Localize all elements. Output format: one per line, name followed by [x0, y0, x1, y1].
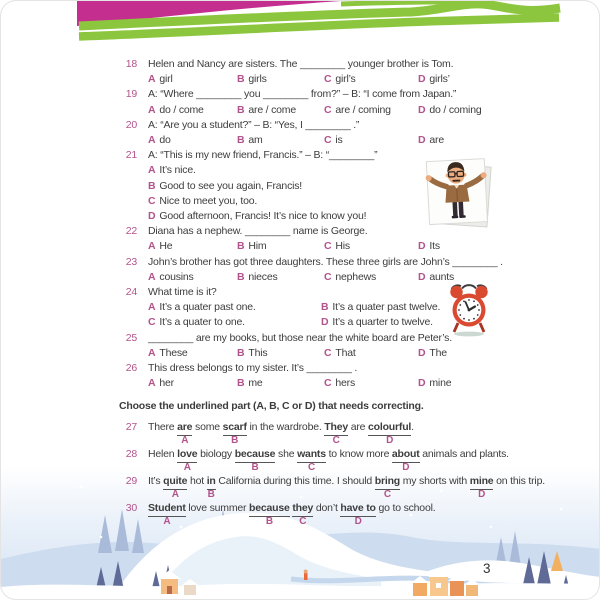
- option-letter: A: [148, 240, 156, 253]
- question-text: A: “Are you a student?” – B: “Yes, I ________ .”: [148, 118, 360, 131]
- correction-item: [119, 447, 557, 474]
- answer-options: [148, 376, 557, 391]
- underlined-part: in B: [206, 475, 216, 501]
- option-letter: C: [148, 316, 156, 329]
- option-letter: B: [237, 377, 245, 390]
- question-text: This dress belongs to my sister. It’s ________ .: [148, 362, 358, 375]
- part-letter: A: [171, 489, 179, 501]
- answer-option: [324, 239, 418, 254]
- answer-options: [148, 72, 557, 87]
- answer-option: [148, 133, 237, 148]
- question-text: Helen and Nancy are sisters. The ________ younger brother is Tom.: [148, 58, 454, 70]
- option-letter: B: [237, 103, 245, 116]
- answer-option: [324, 72, 418, 87]
- underlined-part: wants C: [297, 447, 326, 474]
- answer-option: [237, 376, 324, 391]
- answer-option: [148, 72, 237, 87]
- option-text: am: [248, 134, 263, 147]
- question-line: [119, 57, 557, 72]
- correction-sentence: Helen love A biology because B she wants C to know more about D animals and plants.: [148, 447, 509, 474]
- question-block: [119, 118, 557, 148]
- section-heading: Choose the underlined part (A, B, C or D) that needs correcting.: [119, 400, 424, 413]
- question-number: 24: [125, 286, 137, 299]
- question-number: 28: [125, 447, 137, 460]
- answer-option: [237, 133, 324, 148]
- underlined-part: they C: [292, 502, 314, 528]
- question-text: A: “This is my new friend, Francis.” – B: “________”: [148, 149, 378, 162]
- answer-option: [418, 133, 557, 148]
- question-block: [119, 87, 557, 117]
- option-text: This: [248, 346, 268, 359]
- option-text: are / come: [248, 103, 296, 116]
- option-text: It’s a quarter to twelve.: [332, 316, 433, 329]
- option-text: His: [335, 240, 350, 253]
- underlined-part: are A: [177, 420, 193, 446]
- answer-option: [148, 300, 321, 315]
- correction-item: [119, 420, 557, 446]
- answer-option: [418, 346, 557, 361]
- part-letter: A: [163, 516, 171, 528]
- option-letter: D: [418, 240, 426, 253]
- option-text: Its: [429, 240, 440, 253]
- question-number: 23: [125, 255, 137, 268]
- underlined-part: mine D: [469, 475, 494, 501]
- option-text: girl’s: [335, 73, 356, 86]
- answer-option: [237, 72, 324, 87]
- option-text: are: [429, 134, 444, 147]
- option-text: girls’: [429, 73, 450, 86]
- alarm-clock-illustration: [447, 283, 491, 337]
- option-letter: B: [148, 179, 156, 192]
- correction-sentence: Student A love summer because B they C don’t have to D go to school.: [148, 502, 436, 528]
- underlined-part: colourful D: [368, 420, 412, 446]
- option-letter: B: [237, 346, 245, 359]
- answer-option: [148, 239, 237, 254]
- answer-option: [237, 103, 324, 118]
- option-text: These: [159, 346, 188, 359]
- underlined-part: because B: [249, 502, 290, 528]
- option-text: nieces: [248, 270, 278, 283]
- option-letter: D: [418, 377, 426, 390]
- answer-option: [148, 103, 237, 118]
- question-line: [119, 361, 557, 376]
- answer-options: [148, 103, 557, 118]
- question-line: [119, 87, 557, 102]
- option-text: aunts: [429, 270, 455, 283]
- underlined-part: bring C: [374, 475, 400, 501]
- part-letter: D: [354, 516, 362, 528]
- answer-options: [148, 133, 557, 148]
- underlined-part: about D: [391, 447, 420, 474]
- option-letter: C: [324, 346, 332, 359]
- answer-option: [324, 346, 418, 361]
- question-number: 21: [125, 149, 137, 162]
- question-number: 18: [125, 58, 137, 70]
- answer-option: [324, 133, 418, 148]
- option-text: is: [335, 134, 343, 147]
- option-text: cousins: [159, 270, 194, 283]
- option-text: mine: [429, 377, 452, 390]
- option-text: do / coming: [429, 103, 482, 116]
- option-text: Good to see you again, Francis!: [159, 179, 303, 192]
- question-text: John’s brother has got three daughters. These three girls are John’s ________ .: [148, 255, 503, 268]
- option-letter: C: [324, 73, 332, 86]
- option-text: do / come: [159, 103, 204, 116]
- option-letter: A: [148, 164, 156, 177]
- option-text: me: [248, 377, 263, 390]
- question-line: [119, 118, 557, 133]
- answer-option: [148, 270, 237, 285]
- option-letter: B: [237, 270, 245, 283]
- correction-list: [119, 420, 557, 528]
- answer-option: [148, 315, 321, 330]
- part-letter: A: [181, 434, 189, 446]
- answer-option: [418, 376, 557, 391]
- option-letter: C: [148, 194, 156, 207]
- question-number: 27: [125, 420, 137, 433]
- option-text: He: [159, 240, 173, 253]
- answer-option: [324, 376, 418, 391]
- option-letter: B: [321, 301, 329, 314]
- option-text: It’s a quater past one.: [159, 301, 256, 314]
- question-text: What time is it?: [148, 286, 217, 299]
- part-letter: A: [183, 462, 191, 474]
- correction-item: [119, 501, 557, 528]
- answer-option: [324, 103, 418, 118]
- option-letter: A: [148, 270, 156, 283]
- option-letter: D: [418, 346, 426, 359]
- option-letter: C: [324, 377, 332, 390]
- option-letter: C: [324, 240, 332, 253]
- part-letter: D: [478, 489, 486, 501]
- option-text: girl: [159, 73, 173, 86]
- option-text: nephews: [335, 270, 377, 283]
- question-block: [119, 361, 557, 391]
- answer-option: [324, 270, 418, 285]
- option-text: It’s a quater to one.: [159, 316, 245, 329]
- answer-option: [321, 315, 557, 330]
- option-text: The: [429, 346, 447, 359]
- question-text: A: “Where ________ you ________ from?” – B: “I come from Japan.”: [148, 88, 457, 101]
- option-letter: A: [148, 103, 156, 116]
- correction-sentence: There are A some scarf B in the wardrobe. They C are colourful D .: [148, 420, 414, 446]
- part-letter: C: [307, 462, 315, 474]
- underlined-part: love A: [177, 447, 198, 474]
- correction-item: [119, 474, 557, 501]
- option-text: That: [335, 346, 356, 359]
- option-letter: A: [148, 73, 156, 86]
- underlined-part: quite A: [163, 475, 188, 501]
- option-text: girls: [248, 73, 267, 86]
- question-block: [119, 57, 557, 87]
- part-letter: C: [299, 516, 307, 528]
- answer-option: [418, 103, 557, 118]
- question-line: [119, 285, 557, 300]
- option-letter: D: [418, 270, 426, 283]
- question-block: [119, 285, 557, 331]
- option-letter: C: [324, 270, 332, 283]
- man-photo-illustration: [422, 156, 496, 232]
- option-letter: B: [237, 73, 245, 86]
- tiny-person: [304, 570, 308, 581]
- answer-option: [418, 72, 557, 87]
- option-letter: A: [148, 134, 156, 147]
- option-text: her: [159, 377, 174, 390]
- part-letter: B: [251, 462, 259, 474]
- option-letter: A: [148, 301, 156, 314]
- option-text: hers: [335, 377, 356, 390]
- question-block: [119, 331, 557, 361]
- question-line: [119, 331, 557, 346]
- answer-option: [321, 300, 557, 315]
- answer-option: [148, 376, 237, 391]
- answer-option: [237, 239, 324, 254]
- answer-option: [237, 270, 324, 285]
- part-letter: D: [386, 434, 394, 446]
- answer-option: [237, 346, 324, 361]
- option-letter: D: [418, 73, 426, 86]
- underlined-part: because B: [234, 447, 276, 474]
- question-text: Diana has a nephew. ________ name is George.: [148, 225, 368, 238]
- underlined-part: Student A: [148, 502, 186, 528]
- page-number: 3: [483, 561, 491, 576]
- option-text: It’s nice.: [159, 164, 196, 177]
- question-number: 26: [125, 362, 137, 375]
- answer-option: [418, 239, 557, 254]
- answer-options: [148, 346, 557, 361]
- underlined-part: They C: [324, 420, 348, 446]
- part-letter: B: [207, 489, 215, 501]
- option-text: Nice to meet you, too.: [159, 194, 258, 207]
- question-line: [119, 255, 557, 270]
- question-number: 29: [125, 475, 137, 488]
- answer-options: [148, 239, 557, 254]
- header-brush-strokes: [1, 1, 600, 47]
- question-number: 19: [125, 88, 137, 101]
- question-text: ________ are my books, but those near the white board are Peter’s.: [148, 331, 452, 344]
- option-text: Good afternoon, Francis! It’s nice to know you!: [159, 210, 367, 223]
- option-letter: B: [237, 134, 245, 147]
- option-letter: C: [324, 134, 332, 147]
- option-text: do: [159, 134, 171, 147]
- option-letter: C: [324, 103, 332, 116]
- underlined-part: have to D: [340, 502, 376, 528]
- option-letter: D: [418, 103, 426, 116]
- question-number: 30: [125, 502, 137, 515]
- part-letter: C: [332, 434, 340, 446]
- question-number: 25: [125, 331, 137, 344]
- answer-option: [148, 346, 237, 361]
- part-letter: D: [402, 462, 410, 474]
- option-letter: D: [321, 316, 329, 329]
- part-letter: C: [383, 489, 391, 501]
- green-brush-stroke-accent: [341, 2, 471, 4]
- option-text: are / coming: [335, 103, 391, 116]
- part-letter: B: [231, 434, 239, 446]
- part-letter: B: [265, 516, 273, 528]
- correction-sentence: It’s quite A hot in B California during this time. I should bring C my shorts with mine D on this trip.: [148, 475, 545, 501]
- option-letter: A: [148, 377, 156, 390]
- answer-options: [148, 270, 557, 285]
- answer-options: [148, 300, 557, 330]
- option-letter: A: [148, 346, 156, 359]
- underlined-part: scarf B: [222, 420, 247, 446]
- option-letter: B: [237, 240, 245, 253]
- questions-area: [119, 57, 557, 528]
- question-block: [119, 255, 557, 285]
- option-letter: D: [148, 210, 156, 223]
- option-text: It’s a quater past twelve.: [332, 301, 441, 314]
- option-text: Him: [248, 240, 267, 253]
- question-number: 22: [125, 225, 137, 238]
- option-letter: D: [418, 134, 426, 147]
- question-number: 20: [125, 118, 137, 131]
